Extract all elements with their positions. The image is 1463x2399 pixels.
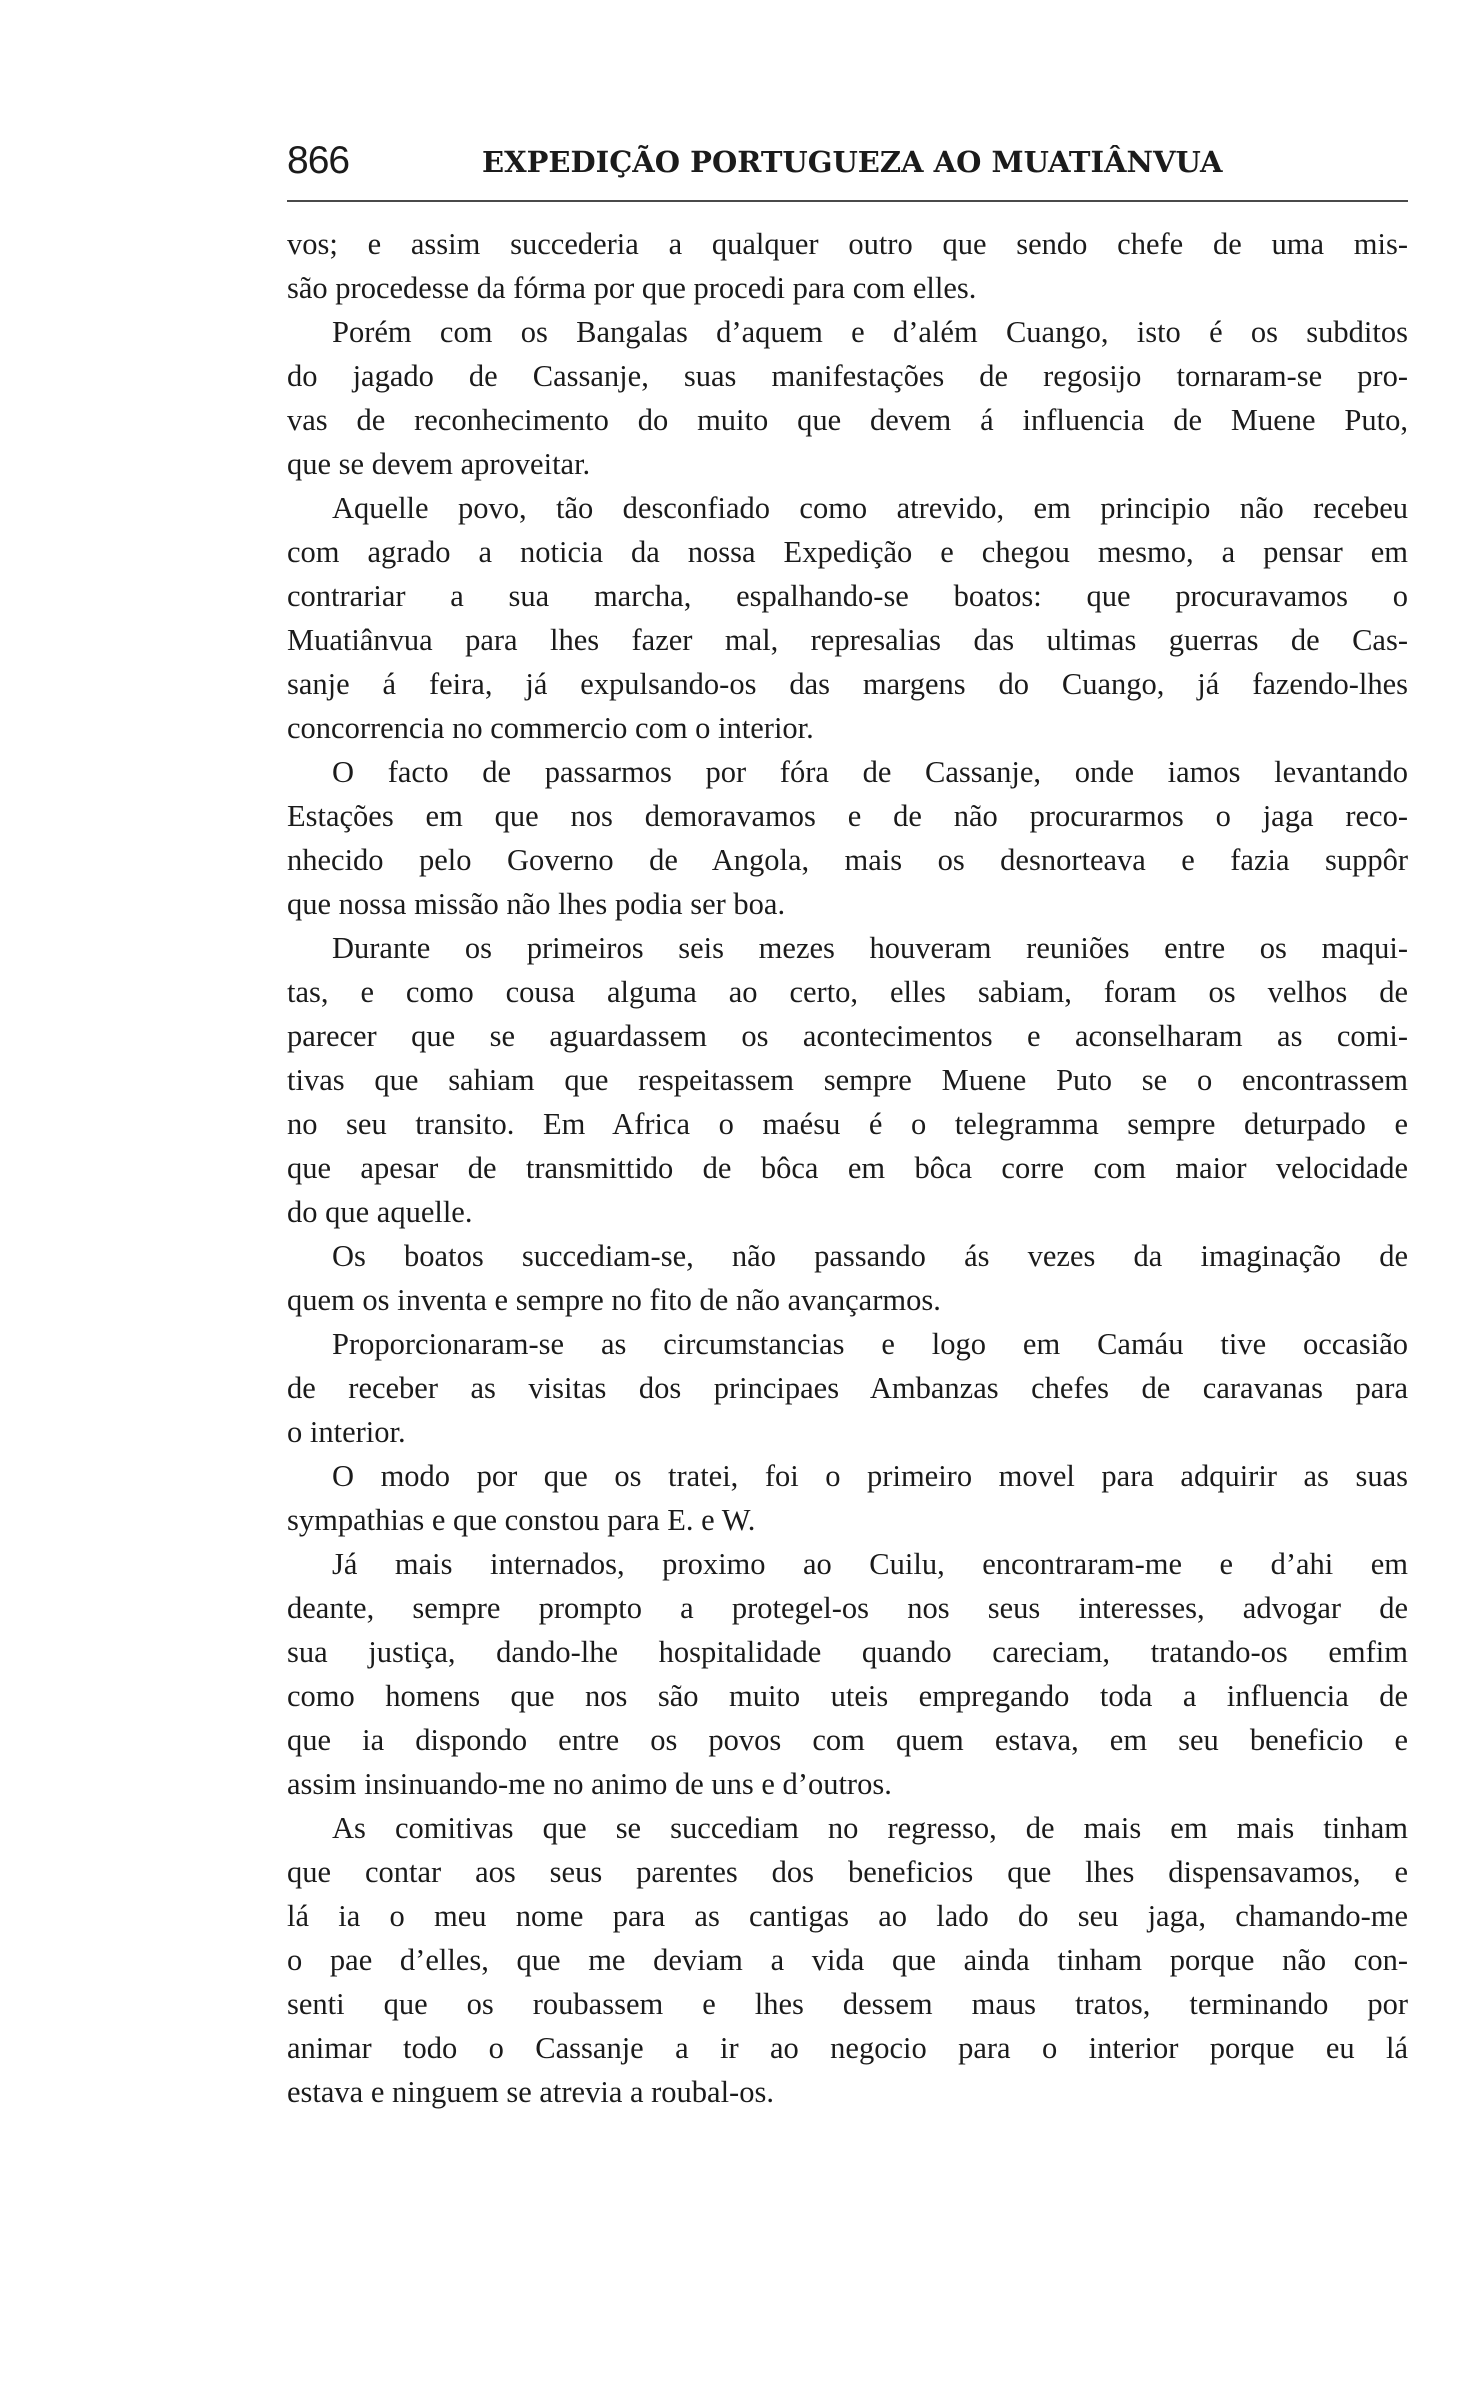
text-line: que nossa missão não lhes podia ser boa.	[287, 887, 786, 921]
header-rule	[287, 200, 1408, 202]
text-line: lá ia o meu nome para as cantigas ao lado do seu jaga, chamando-me	[287, 1899, 1408, 1933]
text-line: vos; e assim succederia a qualquer outro que sendo chefe de uma mis-	[287, 227, 1408, 261]
text-line: As comitivas que se succediam no regresso, de mais em mais tinham	[332, 1811, 1408, 1845]
text-line: vas de reconhecimento do muito que devem á influencia de Muene Puto,	[287, 403, 1408, 437]
text-line: concorrencia no commercio com o interior.	[287, 711, 814, 745]
page-header	[287, 136, 1408, 186]
text-line: Porém com os Bangalas d’aquem e d’além Cuango, isto é os subditos	[332, 315, 1408, 349]
text-line: tas, e como cousa alguma ao certo, elles sabiam, foram os velhos de	[287, 975, 1408, 1009]
text-line: O modo por que os tratei, foi o primeiro movel para adquirir as suas	[332, 1459, 1408, 1493]
text-line: com agrado a noticia da nossa Expedição e chegou mesmo, a pensar em	[287, 535, 1408, 569]
text-line: que se devem aproveitar.	[287, 447, 591, 481]
text-line: Proporcionaram-se as circumstancias e logo em Camáu tive occasião	[332, 1327, 1408, 1361]
text-line: sanje á feira, já expulsando-os das margens do Cuango, já fazendo-lhes	[287, 667, 1408, 701]
text-line: contrariar a sua marcha, espalhando-se boatos: que procuravamos o	[287, 579, 1408, 613]
text-line: animar todo o Cassanje a ir ao negocio para o interior porque eu lá	[287, 2031, 1408, 2065]
text-line: de receber as visitas dos principaes Ambanzas chefes de caravanas para	[287, 1371, 1408, 1405]
text-line: do jagado de Cassanje, suas manifestações de regosijo tornaram-se pro-	[287, 359, 1408, 393]
text-line: o interior.	[287, 1415, 406, 1449]
text-line: estava e ninguem se atrevia a roubal-os.	[287, 2075, 774, 2109]
text-line: Já mais internados, proximo ao Cuilu, encontraram-me e d’ahi em	[332, 1547, 1408, 1581]
text-line: O facto de passarmos por fóra de Cassanje, onde iamos levantando	[332, 755, 1408, 789]
text-line: sua justiça, dando-lhe hospitalidade quando careciam, tratando-os emfim	[287, 1635, 1408, 1669]
text-line: nhecido pelo Governo de Angola, mais os desnorteava e fazia suppôr	[287, 843, 1408, 877]
text-line: tivas que sahiam que respeitassem sempre Muene Puto se o encontrassem	[287, 1063, 1408, 1097]
text-line: senti que os roubassem e lhes dessem maus tratos, terminando por	[287, 1987, 1408, 2021]
running-title: EXPEDIÇÃO PORTUGUEZA AO MUATIÂNVUA	[482, 145, 1223, 179]
text-line: quem os inventa e sempre no fito de não avançarmos.	[287, 1283, 941, 1317]
text-line: do que aquelle.	[287, 1195, 473, 1229]
body-text	[287, 222, 1408, 2114]
text-line: Estações em que nos demoravamos e de não procurarmos o jaga reco-	[287, 799, 1408, 833]
text-line: assim insinuando-me no animo de uns e d’outros.	[287, 1767, 892, 1801]
text-line: o pae d’elles, que me deviam a vida que ainda tinham porque não con-	[287, 1943, 1408, 1977]
text-line: Muatiânvua para lhes fazer mal, represalias das ultimas guerras de Cas-	[287, 623, 1408, 657]
text-line: no seu transito. Em Africa o maésu é o telegramma sempre deturpado e	[287, 1107, 1408, 1141]
text-line: Durante os primeiros seis mezes houveram reuniões entre os maqui-	[332, 931, 1408, 965]
text-line: que contar aos seus parentes dos beneficios que lhes dispensavamos, e	[287, 1855, 1408, 1889]
text-line: Os boatos succediam-se, não passando ás vezes da imaginação de	[332, 1239, 1408, 1273]
text-line: como homens que nos são muito uteis empregando toda a influencia de	[287, 1679, 1408, 1713]
text-line: Aquelle povo, tão desconfiado como atrevido, em principio não recebeu	[332, 491, 1408, 525]
text-line: que apesar de transmittido de bôca em bôca corre com maior velocidade	[287, 1151, 1408, 1185]
text-line: que ia dispondo entre os povos com quem estava, em seu beneficio e	[287, 1723, 1408, 1757]
text-line: sympathias e que constou para E. e W.	[287, 1503, 756, 1537]
text-line: são procedesse da fórma por que procedi para com elles.	[287, 271, 977, 305]
text-line: parecer que se aguardassem os acontecimentos e aconselharam as comi-	[287, 1019, 1408, 1053]
text-line: deante, sempre prompto a protegel-os nos seus interesses, advogar de	[287, 1591, 1408, 1625]
page-number: 866	[287, 139, 350, 182]
